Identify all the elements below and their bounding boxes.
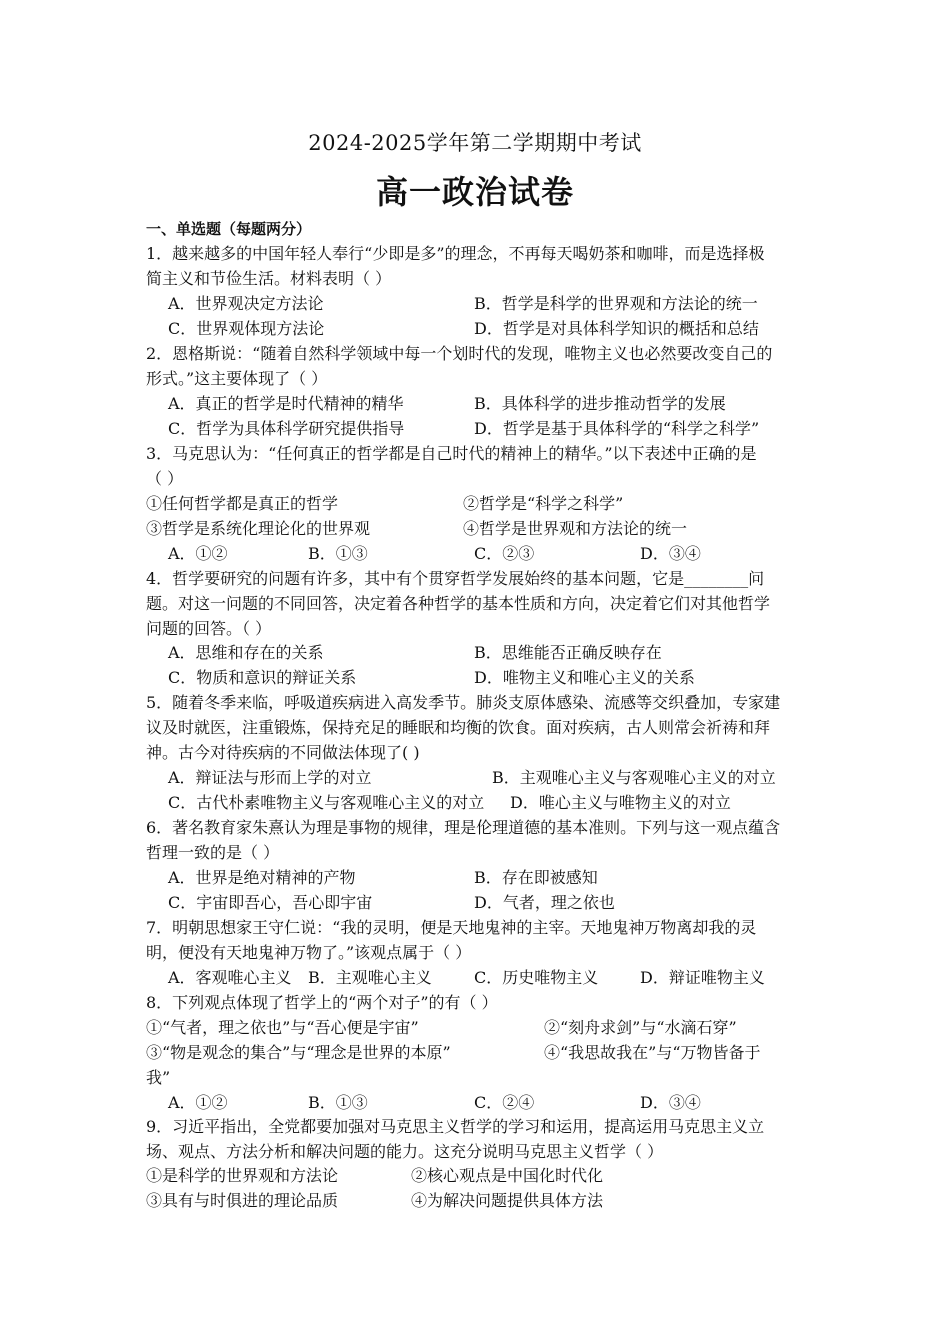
question-3-option-b: B．①③ [308, 544, 368, 563]
question-4-option-b: B．思维能否正确反映存在 [474, 643, 662, 662]
question-1-stem-line-1: 1．越来越多的中国年轻人奉行“少即是多”的理念，不再每天喝奶茶和咖啡，而是选择极 [146, 244, 765, 263]
question-1-option-d: D．哲学是对具体科学知识的概括和总结 [474, 319, 759, 338]
question-5-option-a: A．辩证法与形而上学的对立 [168, 768, 372, 787]
question-6-option-c: C．宇宙即吾心，吾心即宇宙 [168, 893, 373, 912]
question-3-option-c: C．②③ [474, 544, 535, 563]
question-3-stem-line-1: 3．马克思认为：“任何真正的哲学都是自己时代的精神上的精华。”以下表述中正确的是 [146, 444, 757, 463]
exam-title: 2024-2025学年第二学期期中考试 [308, 131, 642, 155]
question-5-option-c: C．古代朴素唯物主义与客观唯心主义的对立 [168, 793, 485, 812]
question-2-stem-line-1: 2．恩格斯说：“随着自然科学领域中每一个划时代的发现，唯物主义也必然要改变自己的 [146, 344, 773, 363]
question-7-option-d: D．辩证唯物主义 [640, 968, 765, 987]
question-6-stem-line-1: 6．著名教育家朱熹认为理是事物的规律，理是伦理道德的基本准则。下列与这一观点蕴含 [146, 818, 781, 837]
question-8-option-a: A．①② [168, 1093, 228, 1112]
question-8-option-b: B．①③ [308, 1093, 368, 1112]
question-9-statement-2: ②核心观点是中国化时代化 [411, 1166, 604, 1185]
question-6-option-b: B．存在即被感知 [474, 868, 598, 887]
question-2-option-b: B．具体科学的进步推动哲学的发展 [474, 394, 726, 413]
question-2-option-c: C．哲学为具体科学研究提供指导 [168, 419, 405, 438]
question-1-stem-line-2: 简主义和节俭生活。材料表明（ ） [146, 269, 392, 288]
question-3-statement-4: ④哲学是世界观和方法论的统一 [463, 519, 688, 538]
question-4-stem-line-1: 4．哲学要研究的问题有许多，其中有个贯穿哲学发展始终的基本问题，它是________问 [146, 569, 765, 588]
question-9-statement-3: ③具有与时俱进的理论品质 [146, 1191, 339, 1210]
question-3-statement-1: ①任何哲学都是真正的哲学 [146, 494, 339, 513]
question-5-stem-line-1: 5．随着冬季来临，呼吸道疾病进入高发季节。肺炎支原体感染、流感等交织叠加，专家建 [146, 693, 781, 712]
question-4-stem-line-3: 问题的回答。（ ） [146, 619, 272, 638]
question-8-statement-4-cont: 我” [146, 1068, 171, 1087]
question-4-option-c: C．物质和意识的辩证关系 [168, 668, 357, 687]
question-1-option-b: B．哲学是科学的世界观和方法论的统一 [474, 294, 758, 313]
question-6-stem-line-2: 哲理一致的是（ ） [146, 843, 280, 862]
question-7-option-c: C．历史唯物主义 [474, 968, 599, 987]
section-title: 一、单选题（每题两分） [146, 220, 312, 238]
question-4-option-d: D．唯物主义和唯心主义的关系 [474, 668, 695, 687]
question-8-statement-1: ①“气者，理之依也”与“吾心便是宇宙” [146, 1018, 419, 1037]
question-8-statement-4: ④“我思故我在”与“万物皆备于 [544, 1043, 761, 1062]
question-9-statement-1: ①是科学的世界观和方法论 [146, 1166, 339, 1185]
question-5-stem-line-2: 议及时就医，注重锻炼，保持充足的睡眠和均衡的饮食。面对疾病，古人则常会祈祷和拜 [146, 718, 771, 737]
question-7-stem-line-1: 7．明朝思想家王守仁说：“我的灵明，便是天地鬼神的主宰。天地鬼神万物离却我的灵 [146, 918, 757, 937]
question-2-option-d: D．哲学是基于具体科学的“科学之科学” [474, 419, 760, 438]
question-8-stem-line-1: 8．下列观点体现了哲学上的“两个对子”的有（ ） [146, 993, 498, 1012]
question-9-statement-4: ④为解决问题提供具体方法 [411, 1191, 604, 1210]
question-8-option-c: C．②④ [474, 1093, 535, 1112]
question-4-stem-line-2: 题。对这一问题的不同回答，决定着各种哲学的基本性质和方向，决定着它们对其他哲学 [146, 594, 771, 613]
question-9-stem-line-2: 场、观点、方法分析和解决问题的能力。这充分说明马克思主义哲学（ ） [146, 1142, 664, 1161]
question-3-option-a: A．①② [168, 544, 228, 563]
question-8-statement-3: ③“物是观念的集合”与“理念是世界的本原” [146, 1043, 451, 1062]
question-4-option-a: A．思维和存在的关系 [168, 643, 324, 662]
question-8-statement-2: ②“刻舟求剑”与“水滴石穿” [544, 1018, 737, 1037]
question-3-option-d: D．③④ [640, 544, 701, 563]
question-1-option-a: A．世界观决定方法论 [168, 294, 324, 313]
paper-title: 高一政治试卷 [375, 173, 574, 211]
question-6-option-a: A．世界是绝对精神的产物 [168, 868, 356, 887]
question-3-stem-line-2: （ ） [146, 469, 184, 488]
question-8-option-d: D．③④ [640, 1093, 701, 1112]
question-2-option-a: A．真正的哲学是时代精神的精华 [168, 394, 404, 413]
question-1-option-c: C．世界观体现方法论 [168, 319, 325, 338]
question-9-stem-line-1: 9．习近平指出，全党都要加强对马克思主义哲学的学习和运用，提高运用马克思主义立 [146, 1117, 765, 1136]
question-5-option-b: B．主观唯心主义与客观唯心主义的对立 [492, 768, 776, 787]
question-3-statement-2: ②哲学是“科学之科学” [463, 494, 624, 513]
question-7-option-b: B．主观唯心主义 [308, 968, 432, 987]
question-3-statement-3: ③哲学是系统化理论化的世界观 [146, 519, 371, 538]
question-6-option-d: D．气者，理之依也 [474, 893, 615, 912]
question-5-stem-line-3: 神。古今对待疾病的不同做法体现了( ) [146, 743, 420, 762]
question-5-option-d: D．唯心主义与唯物主义的对立 [510, 793, 731, 812]
question-7-option-a: A．客观唯心主义 [168, 968, 292, 987]
question-2-stem-line-2: 形式。”这主要体现了（ ） [146, 369, 328, 388]
question-7-stem-line-2: 明，便没有天地鬼神万物了。”该观点属于（ ） [146, 943, 472, 962]
